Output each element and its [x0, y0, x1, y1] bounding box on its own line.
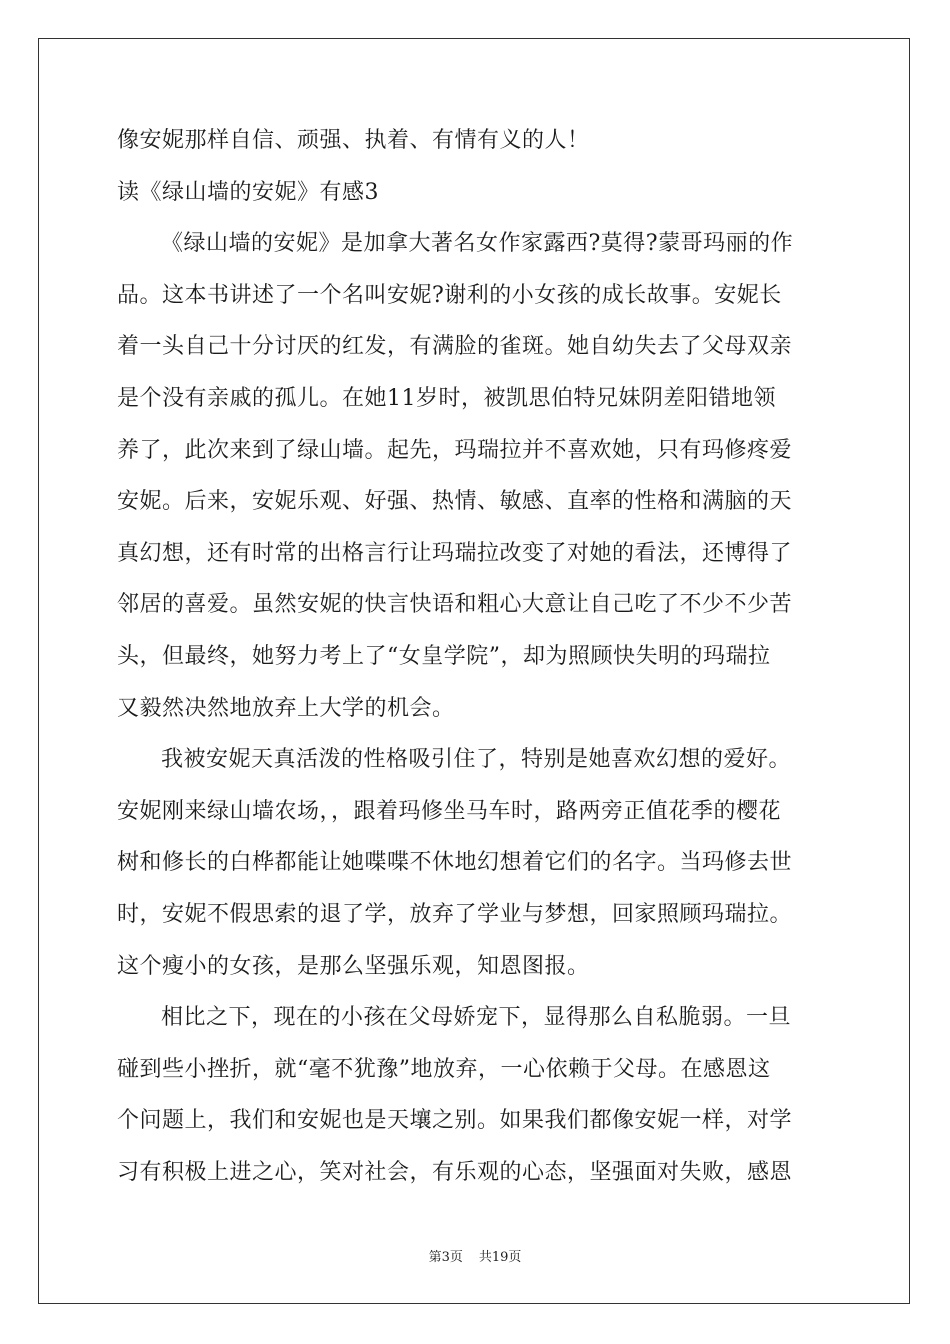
text-line: 习有积极上进之心，笑对社会，有乐观的心态，坚强面对失败，感恩	[117, 1159, 793, 1185]
text-line: 头，但最终，她努力考上了“女皇学院”，却为照顾快失明的玛瑞拉	[117, 643, 771, 669]
text-line: 是个没有亲戚的孤儿。在她11岁时，被凯思伯特兄妹阴差阳错地领	[117, 385, 776, 411]
text-line: 这个瘦小的女孩，是那么坚强乐观，知恩图报。	[117, 953, 590, 979]
text-line: 着一头自己十分讨厌的红发，有满脸的雀斑。她自幼失去了父母双亲	[117, 334, 793, 360]
text-line: 树和修长的白桦都能让她喋喋不休地幻想着它们的名字。当玛修去世	[117, 850, 793, 876]
page-number: 第3页	[428, 1250, 463, 1265]
text-line: 个问题上，我们和安妮也是天壤之别。如果我们都像安妮一样，对学	[117, 1108, 793, 1134]
text-line: 邻居的喜爱。虽然安妮的快言快语和粗心大意让自己吃了不少不少苦	[117, 592, 793, 618]
document-body	[117, 126, 837, 1209]
text-line: 我被安妮天真活泼的性格吸引住了，特别是她喜欢幻想的爱好。	[161, 747, 792, 773]
page-total: 共19页	[478, 1250, 522, 1265]
text-line: 《绿山墙的安妮》是加拿大著名女作家露西?莫得?蒙哥玛丽的作	[161, 231, 794, 257]
text-line: 相比之下，现在的小孩在父母娇宠下，显得那么自私脆弱。一旦	[161, 1005, 792, 1031]
text-line: 安妮刚来绿山墙农场，，跟着玛修坐马车时，路两旁正值花季的樱花	[117, 798, 782, 824]
text-line: 品。这本书讲述了一个名叫安妮?谢利的小女孩的成长故事。安妮长	[117, 282, 782, 308]
text-line: 安妮。后来，安妮乐观、好强、热情、敏感、直率的性格和满脑的天	[117, 489, 793, 515]
text-line: 碰到些小挫折，就“毫不犹豫”地放弃，一心依赖于父母。在感恩这	[117, 1056, 771, 1082]
text-line: 像安妮那样自信、顽强、执着、有情有义的人！	[117, 128, 590, 153]
text-line: 养了，此次来到了绿山墙。起先，玛瑞拉并不喜欢她，只有玛修疼爱	[117, 437, 793, 463]
text-line: 时，安妮不假思索的退了学，放弃了学业与梦想，回家照顾玛瑞拉。	[117, 901, 793, 927]
text-line: 真幻想，还有时常的出格言行让玛瑞拉改变了对她的看法，还博得了	[117, 540, 793, 566]
section-heading: 读《绿山墙的安妮》有感3	[117, 179, 379, 205]
text-line: 又毅然决然地放弃上大学的机会。	[117, 695, 455, 721]
page-footer	[0, 1246, 950, 1265]
